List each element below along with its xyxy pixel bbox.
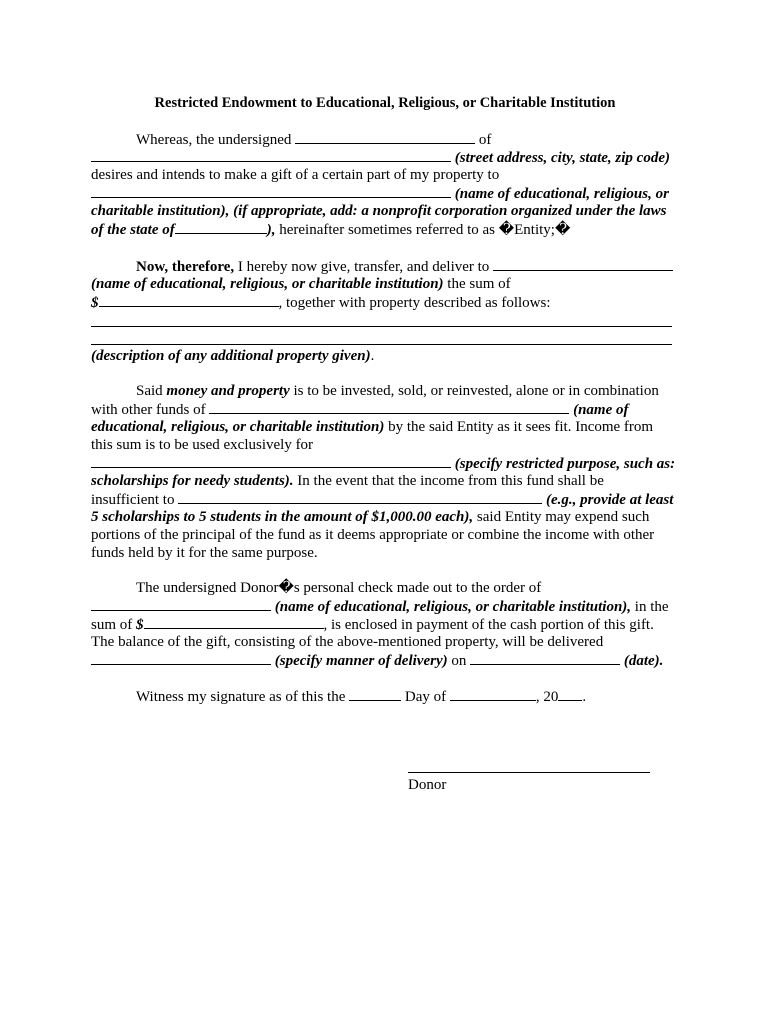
p2-line-2 bbox=[91, 275, 691, 293]
restricted-purpose-blank[interactable] bbox=[91, 454, 451, 468]
p3-line-3 bbox=[91, 418, 691, 436]
specify-purpose-hint: (specify restricted purpose, such as: bbox=[454, 456, 676, 472]
street-address-blank[interactable] bbox=[91, 148, 451, 162]
document-title: Restricted Endowment to Educational, Religious, or Charitable Institution bbox=[154, 95, 616, 111]
of-text: of bbox=[478, 132, 492, 148]
give-text: I hereby now give, transfer, and deliver to bbox=[237, 259, 490, 275]
insufficient-blank[interactable] bbox=[178, 490, 542, 504]
year-blank[interactable] bbox=[558, 687, 582, 701]
state-close: ), bbox=[266, 222, 276, 238]
invested-text: is to be invested, sold, or reinvested, alone or in combination bbox=[293, 383, 659, 399]
other-funds-text: with other funds of bbox=[91, 402, 206, 418]
p3-line-2 bbox=[91, 400, 691, 419]
together-text: , together with property described as follows: bbox=[278, 295, 551, 311]
p1-line-3 bbox=[91, 166, 691, 184]
p1-line-5 bbox=[91, 202, 691, 220]
p4-line-2 bbox=[91, 597, 691, 616]
eg-hint: (e.g., provide at least bbox=[545, 492, 674, 508]
p5-end: . bbox=[582, 689, 587, 705]
p1-line-4 bbox=[91, 184, 691, 203]
p3-line-6 bbox=[91, 472, 691, 490]
check-order-blank[interactable] bbox=[91, 597, 271, 611]
p1-line-2 bbox=[91, 148, 691, 167]
p3-line-8 bbox=[91, 508, 691, 526]
other-funds-blank[interactable] bbox=[209, 400, 569, 414]
p4-sum-of-text: sum of bbox=[91, 617, 133, 633]
delivery-manner-blank[interactable] bbox=[91, 651, 271, 665]
p3-institution-hint: educational, religious, or charitable institution) bbox=[91, 419, 385, 435]
sum-of-text: the sum of bbox=[447, 276, 511, 292]
p3-line-1 bbox=[136, 382, 736, 400]
enclosed-text: , is enclosed in payment of the cash portion of this gift. bbox=[323, 617, 654, 633]
now-therefore: Now, therefore, bbox=[136, 259, 235, 275]
this-sum-text: this sum is to be used exclusively for bbox=[91, 437, 314, 453]
check-amount-blank[interactable] bbox=[144, 615, 324, 629]
referred-text: hereinafter sometimes referred to as �Entity;� bbox=[279, 222, 571, 238]
funds-held-text: funds held by it for the same purpose. bbox=[91, 545, 318, 561]
day-of-text: Day of bbox=[404, 689, 447, 705]
institution-hint-b: charitable institution), (if appropriate, add: a nonprofit corporation organized under the laws bbox=[91, 203, 667, 219]
p2-institution-hint: (name of educational, religious, or charitable institution) bbox=[91, 276, 444, 292]
institution-hint-a: (name of educational, religious, or bbox=[454, 186, 669, 202]
p4-dollar-sign: $ bbox=[136, 617, 144, 633]
donor-signature-line[interactable] bbox=[408, 772, 650, 773]
p3-line-4 bbox=[91, 436, 691, 454]
in-the-text: in the bbox=[634, 599, 669, 615]
donor-check-text: The undersigned Donor�s personal check made out to the order of bbox=[136, 580, 542, 596]
state-prefix: of the state of bbox=[91, 222, 175, 238]
p4-line-4 bbox=[91, 633, 691, 651]
five-scholarships-hint: 5 scholarships to 5 students in the amount of $1,000.00 each), bbox=[91, 509, 474, 525]
date-hint: (date). bbox=[623, 653, 664, 669]
description-hint: (description of any additional property given) bbox=[91, 348, 371, 364]
recipient-blank[interactable] bbox=[493, 257, 673, 271]
p2-period: . bbox=[370, 348, 375, 364]
balance-text: The balance of the gift, consisting of the above-mentioned property, will be delivered bbox=[91, 634, 604, 650]
property-description-line-1[interactable] bbox=[91, 326, 672, 327]
p2-line-3 bbox=[91, 293, 691, 312]
witness-text: Witness my signature as of this the bbox=[136, 689, 346, 705]
p5-line-1 bbox=[136, 687, 736, 706]
whereas-text: Whereas, the undersigned bbox=[136, 132, 292, 148]
manner-hint: (specify manner of delivery) bbox=[274, 653, 448, 669]
portions-text: portions of the principal of the fund as it deems appropriate or combine the income with other bbox=[91, 527, 655, 543]
p3-line-9 bbox=[91, 526, 691, 544]
desires-text: desires and intends to make a gift of a certain part of my property to bbox=[91, 167, 500, 183]
p3-line-10 bbox=[91, 544, 691, 562]
said-text: Said bbox=[136, 383, 163, 399]
amount-blank[interactable] bbox=[99, 293, 279, 307]
p1-line-6 bbox=[91, 220, 691, 239]
donor-label: Donor bbox=[408, 777, 447, 793]
property-description-line-2[interactable] bbox=[91, 344, 672, 345]
street-hint: (street address, city, state, zip code) bbox=[454, 150, 670, 166]
comma-20-text: , 20 bbox=[535, 689, 559, 705]
p4-line-3 bbox=[91, 615, 691, 634]
p4-line-5 bbox=[91, 651, 691, 670]
on-text: on bbox=[451, 653, 467, 669]
money-property: money and property bbox=[166, 383, 290, 399]
p2-line-1 bbox=[136, 257, 736, 276]
name-of-hint: (name of bbox=[573, 402, 629, 418]
p4-line-1 bbox=[136, 579, 736, 597]
day-blank[interactable] bbox=[349, 687, 401, 701]
p4-institution-hint: (name of educational, religious, or charitable institution), bbox=[274, 599, 632, 615]
p3-line-5 bbox=[91, 454, 691, 473]
insufficient-text: insufficient to bbox=[91, 492, 175, 508]
dollar-sign: $ bbox=[91, 295, 99, 311]
in-event-text: In the event that the income from this fund shall be bbox=[297, 473, 604, 489]
p3-line-7 bbox=[91, 490, 691, 509]
entity-fit-text: by the said Entity as it sees fit. Income from bbox=[388, 419, 654, 435]
state-blank[interactable] bbox=[175, 220, 267, 234]
institution-name-blank[interactable] bbox=[91, 184, 451, 198]
p2-line-6 bbox=[91, 347, 691, 365]
p1-line-1 bbox=[136, 130, 736, 149]
scholarships-hint: scholarships for needy students). bbox=[91, 473, 294, 489]
delivery-date-blank[interactable] bbox=[470, 651, 620, 665]
said-entity-text: said Entity may expend such bbox=[476, 509, 650, 525]
month-blank[interactable] bbox=[450, 687, 536, 701]
undersigned-name-blank[interactable] bbox=[295, 130, 475, 144]
